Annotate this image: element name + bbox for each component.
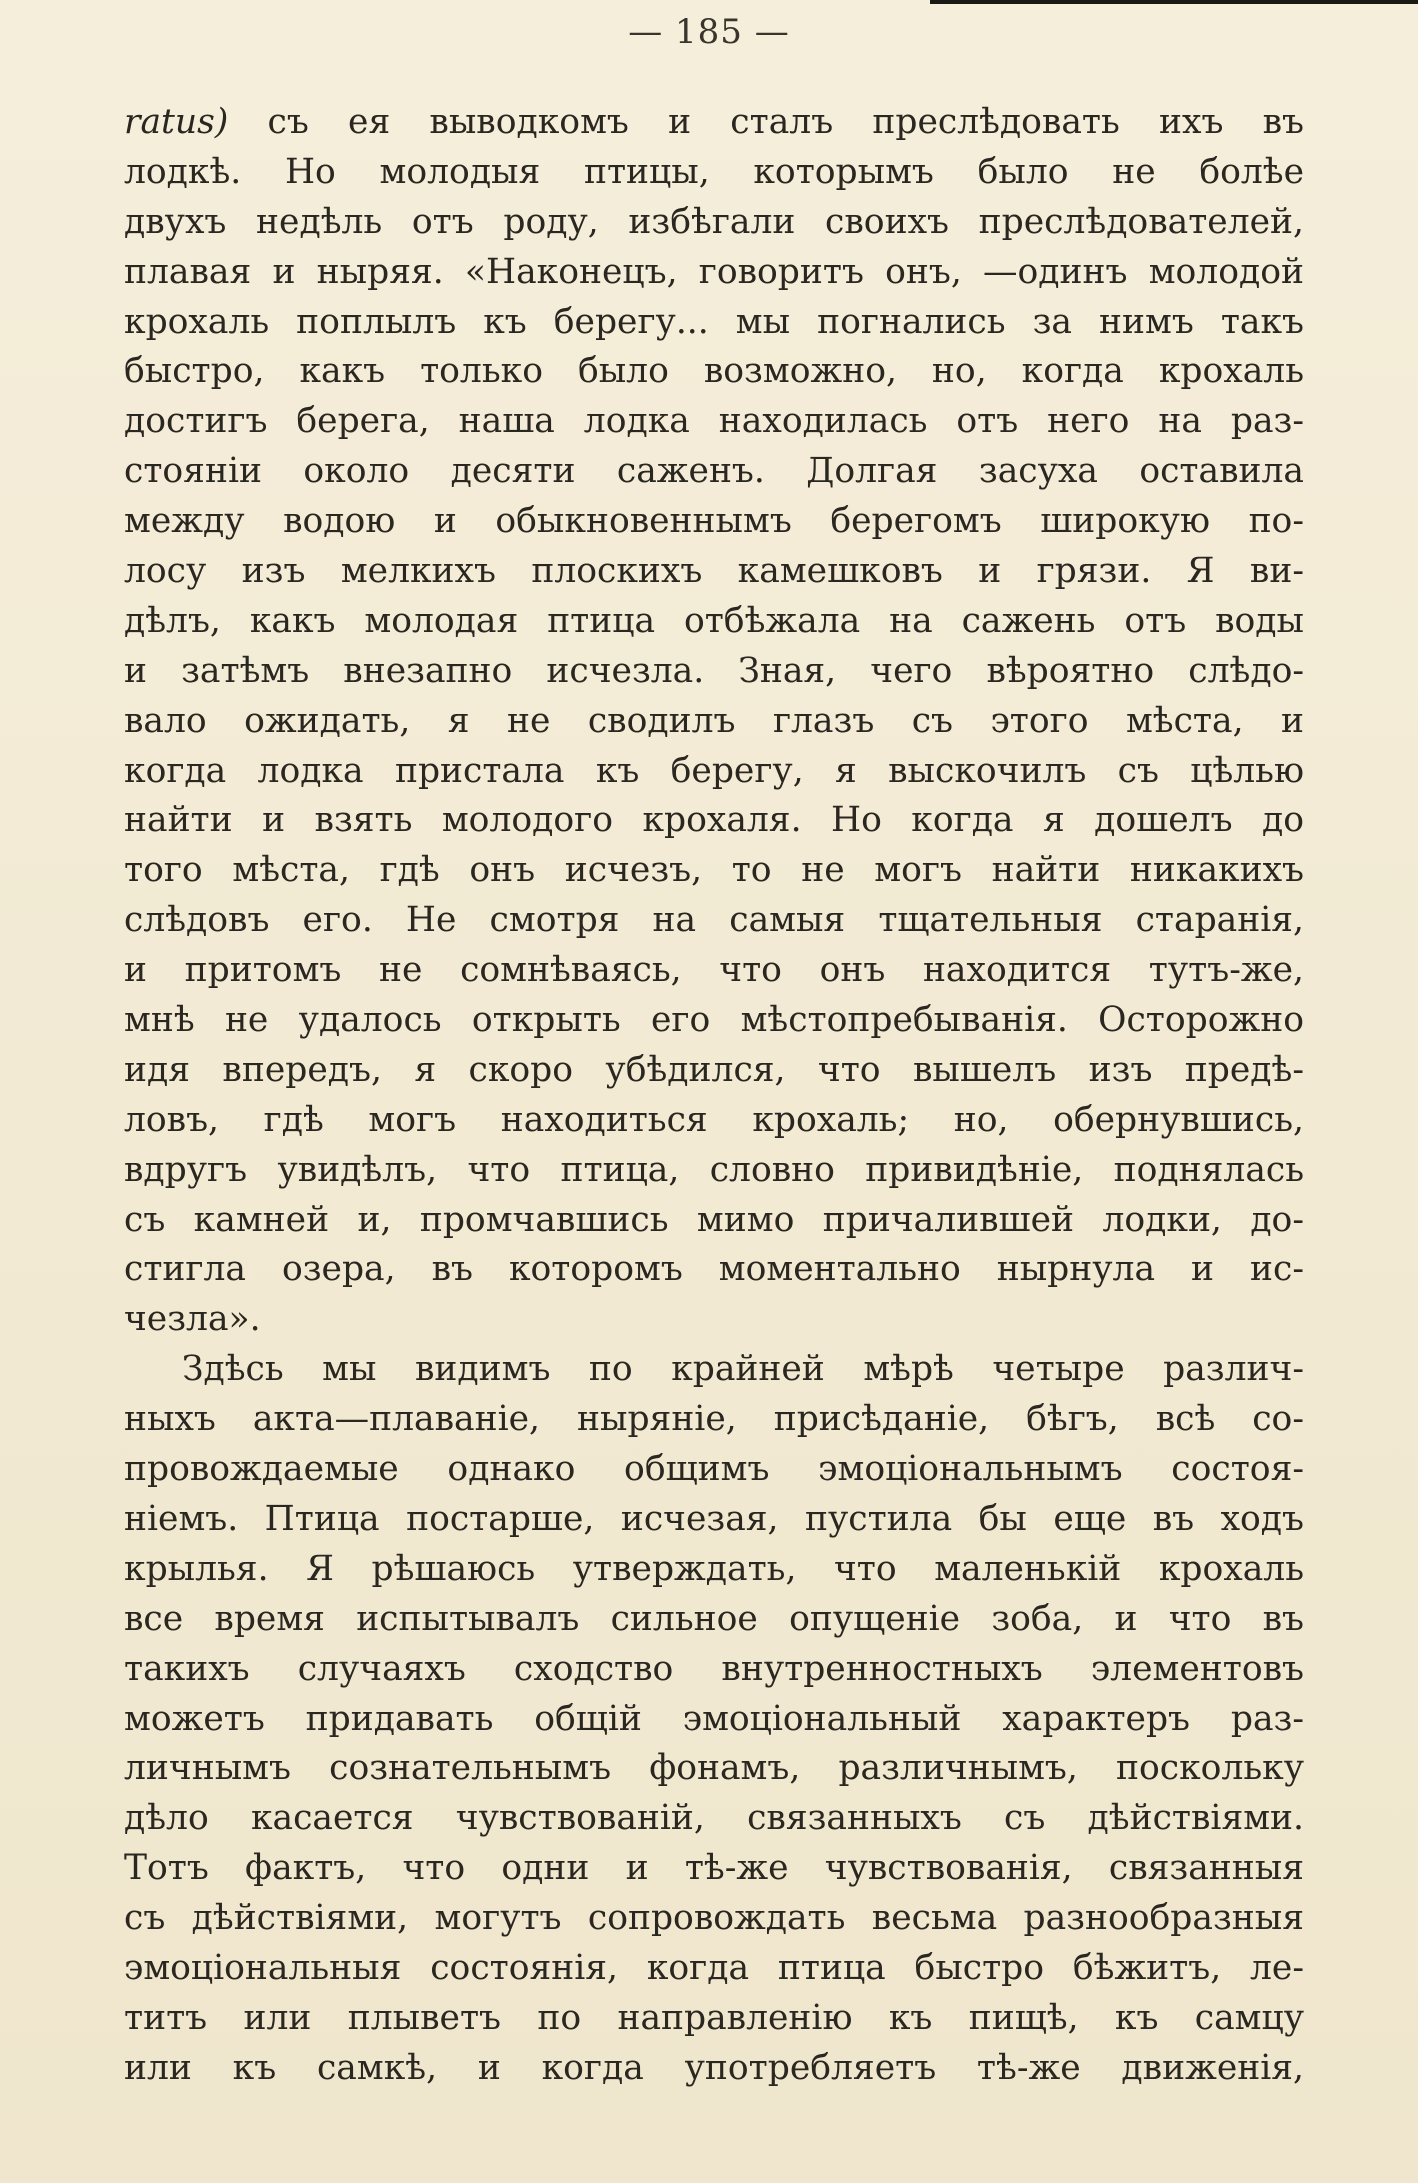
text-line: ratus) съ ея выводкомъ и сталъ преслѣдовать ихъ въ	[124, 102, 1304, 142]
text-line: или къ самкѣ, и когда употребляетъ тѣ-же движенія,	[124, 2047, 1304, 2088]
text-line: между водою и обыкновеннымъ берегомъ широкую по-	[124, 501, 1304, 542]
scan-edge	[930, 0, 1418, 4]
text-line: эмоціональныя состоянія, когда птица быстро бѣжитъ, ле-	[124, 1947, 1304, 1988]
text-line: можетъ придавать общій эмоціональный характеръ раз-	[124, 1698, 1304, 1739]
text-line: ныхъ акта—плаваніе, ныряніе, присѣданіе, бѣгъ, всѣ со-	[124, 1399, 1304, 1440]
text-line: Тотъ фактъ, что одни и тѣ-же чувствованія, связанныя	[124, 1848, 1304, 1889]
text-line: лодкѣ. Но молодыя птицы, которымъ было не болѣе	[124, 151, 1304, 192]
text-line: крохаль поплылъ къ берегу... мы погнались за нимъ такъ	[124, 301, 1304, 342]
text-line: когда лодка пристала къ берегу, я выскочилъ съ цѣлью	[124, 750, 1304, 791]
text-line: и притомъ не сомнѣваясь, что онъ находится тутъ-же,	[124, 950, 1304, 991]
text-line: ніемъ. Птица постарше, исчезая, пустила бы еще въ ходъ	[124, 1498, 1304, 1539]
body-text	[124, 98, 1304, 2094]
text-line: достигъ берега, наша лодка находилась отъ него на раз-	[124, 401, 1304, 442]
text-line: съ камней и, промчавшись мимо причалившей лодки, до-	[124, 1199, 1304, 1240]
text-line: все время испытывалъ сильное опущеніе зоба, и что въ	[124, 1598, 1304, 1639]
text-line: вало ожидать, я не сводилъ глазъ съ этого мѣста, и	[124, 700, 1304, 741]
text-line: дѣло касается чувствованій, связанныхъ съ дѣйствіями.	[124, 1798, 1304, 1839]
text-line: Здѣсь мы видимъ по крайней мѣрѣ четыре различ-	[182, 1349, 1304, 1390]
text-line: титъ или плыветъ по направленію къ пищѣ, къ самцу	[124, 1997, 1304, 2038]
text-line: мнѣ не удалось открыть его мѣстопребыванія. Осторожно	[124, 1000, 1304, 1041]
text-line: провождаемые однако общимъ эмоціональнымъ состоя-	[124, 1449, 1304, 1490]
text-line: найти и взять молодого крохаля. Но когда я дошелъ до	[124, 800, 1304, 841]
text-line: чезла».	[124, 1299, 261, 1340]
text-line: плавая и ныряя. «Наконецъ, говоритъ онъ, —одинъ молодой	[124, 251, 1304, 292]
text-line: лосу изъ мелкихъ плоскихъ камешковъ и грязи. Я ви-	[124, 551, 1304, 592]
text-line: идя впередъ, я скоро убѣдился, что вышелъ изъ предѣ-	[124, 1049, 1304, 1090]
latin-term: ratus)	[124, 102, 229, 142]
text-line: такихъ случаяхъ сходство внутренностныхъ элементовъ	[124, 1648, 1304, 1689]
text-line: того мѣста, гдѣ онъ исчезъ, то не могъ найти никакихъ	[124, 850, 1304, 891]
text-line: быстро, какъ только было возможно, но, когда крохаль	[124, 351, 1304, 392]
text-line: двухъ недѣль отъ роду, избѣгали своихъ преслѣдователей,	[124, 201, 1304, 242]
text-line: личнымъ сознательнымъ фонамъ, различнымъ, поскольку	[124, 1748, 1304, 1789]
text-line: ловъ, гдѣ могъ находиться крохаль; но, обернувшись,	[124, 1099, 1304, 1140]
text-line: дѣлъ, какъ молодая птица отбѣжала на сажень отъ воды	[124, 600, 1304, 641]
text-line: стигла озера, въ которомъ моментально нырнула и ис-	[124, 1249, 1304, 1290]
text-line: крылья. Я рѣшаюсь утверждать, что маленькій крохаль	[124, 1548, 1304, 1589]
text-line: съ дѣйствіями, могутъ сопровождать весьма разнообразныя	[124, 1898, 1304, 1939]
text-line: вдругъ увидѣлъ, что птица, словно привидѣніе, поднялась	[124, 1149, 1304, 1190]
text-line: слѣдовъ его. Не смотря на самыя тщательныя старанія,	[124, 900, 1304, 941]
text-line: стояніи около десяти саженъ. Долгая засуха оставила	[124, 451, 1304, 492]
text-line: и затѣмъ внезапно исчезла. Зная, чего вѣроятно слѣдо-	[124, 650, 1304, 691]
page-number: — 185 —	[628, 12, 790, 52]
